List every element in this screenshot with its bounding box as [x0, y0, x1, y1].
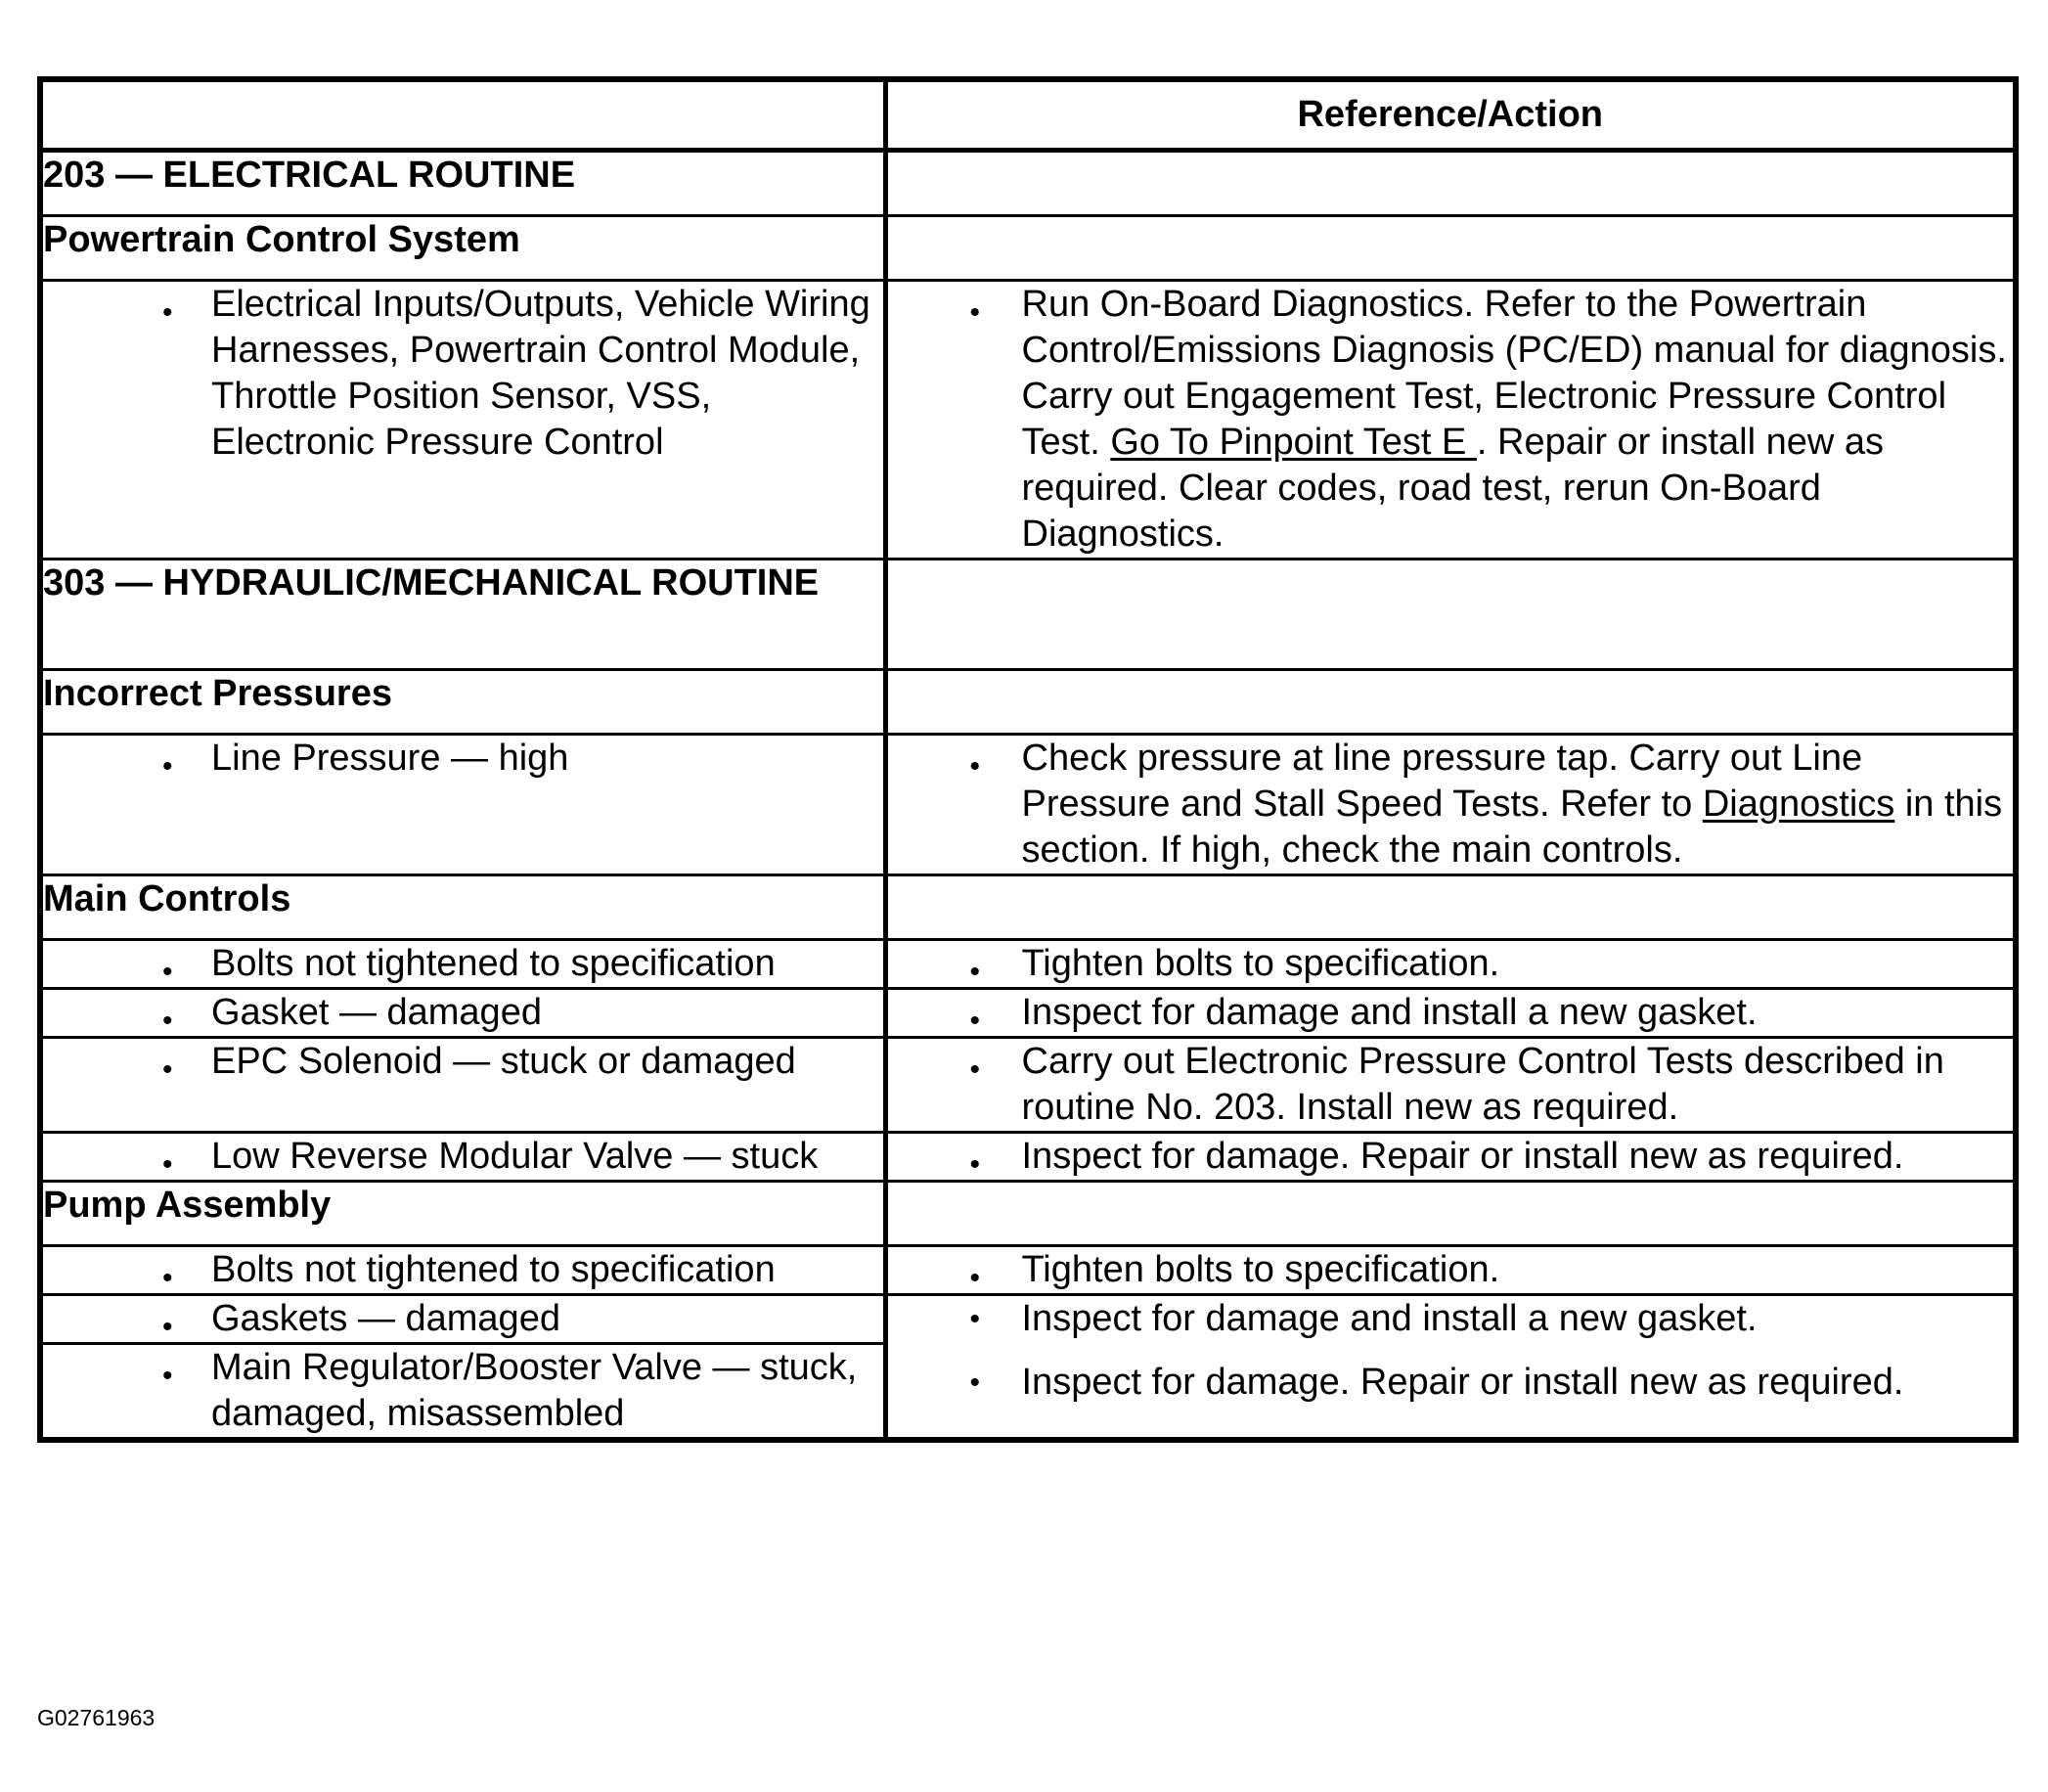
empty-cell	[885, 1182, 2016, 1246]
section-heading: Pump Assembly	[40, 1182, 885, 1246]
action-cell	[885, 1038, 2016, 1133]
troubleshooting-table	[37, 76, 2019, 1443]
bullet-icon: •	[969, 1148, 981, 1181]
action-text-part: in this section. If high, check the main controls.	[1021, 784, 2003, 871]
action-text: Inspect for damage. Repair or install new as required.	[1021, 1136, 1904, 1177]
section-heading-row	[40, 875, 2016, 940]
bullet-icon: •	[162, 1005, 173, 1037]
condition-text: Electrical Inputs/Outputs, Vehicle Wiring Harnesses, Powertrain Control Module, Throttle Position Sensor, VSS, Electronic Pressure Control	[211, 284, 870, 463]
bullet-icon: •	[969, 1053, 981, 1086]
empty-cell	[885, 875, 2016, 940]
empty-cell	[885, 560, 2016, 670]
table-row	[40, 281, 2016, 560]
action-text-part: Run On-Board Diagnostics. Refer to the Powertrain Control/Emissions Diagnosis (PC/ED) manual for diagnosis. Carry out Engagement Test, Electronic Pressure Control Test.	[1021, 284, 2007, 463]
bullet-icon: •	[162, 1360, 173, 1392]
empty-cell	[885, 216, 2016, 281]
action-text: Inspect for damage. Repair or install new as required.	[1021, 1362, 1904, 1403]
section-heading-row	[40, 1182, 2016, 1246]
section-heading-row	[40, 151, 2016, 216]
action-item	[888, 1296, 2014, 1342]
action-text: Tighten bolts to specification.	[1021, 1249, 1500, 1290]
condition-cell	[40, 1133, 885, 1182]
figure-id-label: G02761963	[37, 1705, 156, 1730]
pinpoint-test-link[interactable]: Go To Pinpoint Test E	[1110, 422, 1477, 463]
action-text: Tighten bolts to specification.	[1021, 943, 1500, 984]
table-row	[40, 1246, 2016, 1295]
condition-text: Bolts not tightened to specification	[211, 1249, 776, 1290]
action-text: Carry out Electronic Pressure Control Tests described in routine No. 203. Install new as required.	[1021, 1041, 1944, 1128]
condition-cell	[40, 1038, 885, 1133]
bullet-icon: •	[969, 296, 981, 329]
table-header-row	[40, 79, 2016, 151]
empty-cell	[885, 151, 2016, 216]
action-text: Inspect for damage and install a new gasket.	[1021, 992, 1758, 1033]
condition-cell	[40, 281, 885, 560]
empty-cell	[885, 670, 2016, 735]
section-heading: 203 — ELECTRICAL ROUTINE	[40, 151, 885, 216]
bullet-icon: •	[969, 1303, 981, 1335]
table-row	[40, 1133, 2016, 1182]
bullet-icon: •	[162, 1311, 173, 1343]
action-text: Inspect for damage and install a new gasket.	[1021, 1298, 1758, 1339]
section-heading: Incorrect Pressures	[40, 670, 885, 735]
header-left-cell	[40, 79, 885, 151]
action-cell	[885, 281, 2016, 560]
bullet-icon: •	[969, 1366, 981, 1399]
table-row	[40, 735, 2016, 875]
bullet-icon: •	[162, 296, 173, 329]
bullet-icon: •	[162, 1053, 173, 1086]
section-heading-row	[40, 560, 2016, 670]
bullet-icon: •	[162, 956, 173, 988]
condition-cell	[40, 1246, 885, 1295]
bullet-icon: •	[969, 956, 981, 988]
table-row	[40, 1295, 2016, 1344]
condition-text: Line Pressure — high	[211, 738, 569, 779]
action-cell	[885, 1246, 2016, 1295]
action-cell	[885, 1133, 2016, 1182]
condition-text: Bolts not tightened to specification	[211, 943, 776, 984]
bullet-icon: •	[969, 750, 981, 783]
header-reference-action: Reference/Action	[885, 79, 2016, 151]
section-heading: Main Controls	[40, 875, 885, 940]
diagnostics-link[interactable]: Diagnostics	[1702, 784, 1895, 825]
bullet-icon: •	[162, 750, 173, 783]
condition-text: EPC Solenoid — stuck or damaged	[211, 1041, 796, 1082]
action-cell	[885, 1295, 2016, 1441]
condition-cell	[40, 1344, 885, 1441]
section-heading: 303 — HYDRAULIC/MECHANICAL ROUTINE	[40, 560, 885, 670]
condition-text: Main Regulator/Booster Valve — stuck, damaged, misassembled	[211, 1347, 858, 1434]
table-row	[40, 989, 2016, 1038]
condition-cell	[40, 1295, 885, 1344]
action-text	[1022, 282, 2014, 558]
table-row	[40, 1038, 2016, 1133]
action-cell	[885, 940, 2016, 989]
section-heading-row	[40, 670, 2016, 735]
action-text	[1022, 736, 2014, 874]
action-text-part: Check pressure at line pressure tap. Carry out Line Pressure and Stall Speed Tests. Refer to	[1021, 738, 1863, 825]
table-row	[40, 940, 2016, 989]
section-heading: Powertrain Control System	[40, 216, 885, 281]
action-item	[888, 1360, 2014, 1406]
condition-cell	[40, 940, 885, 989]
condition-cell	[40, 989, 885, 1038]
action-cell	[885, 735, 2016, 875]
condition-cell	[40, 735, 885, 875]
section-heading-row	[40, 216, 2016, 281]
bullet-icon: •	[162, 1262, 173, 1294]
condition-text: Gaskets — damaged	[211, 1298, 560, 1339]
action-cell	[885, 989, 2016, 1038]
bullet-icon: •	[162, 1148, 173, 1181]
condition-text: Gasket — damaged	[211, 992, 542, 1033]
bullet-icon: •	[969, 1262, 981, 1294]
action-text-part: . Repair or install new as required. Clear codes, road test, rerun On-Board Diagnostics.	[1021, 422, 1884, 555]
condition-text: Low Reverse Modular Valve — stuck	[211, 1136, 819, 1177]
bullet-icon: •	[969, 1005, 981, 1037]
